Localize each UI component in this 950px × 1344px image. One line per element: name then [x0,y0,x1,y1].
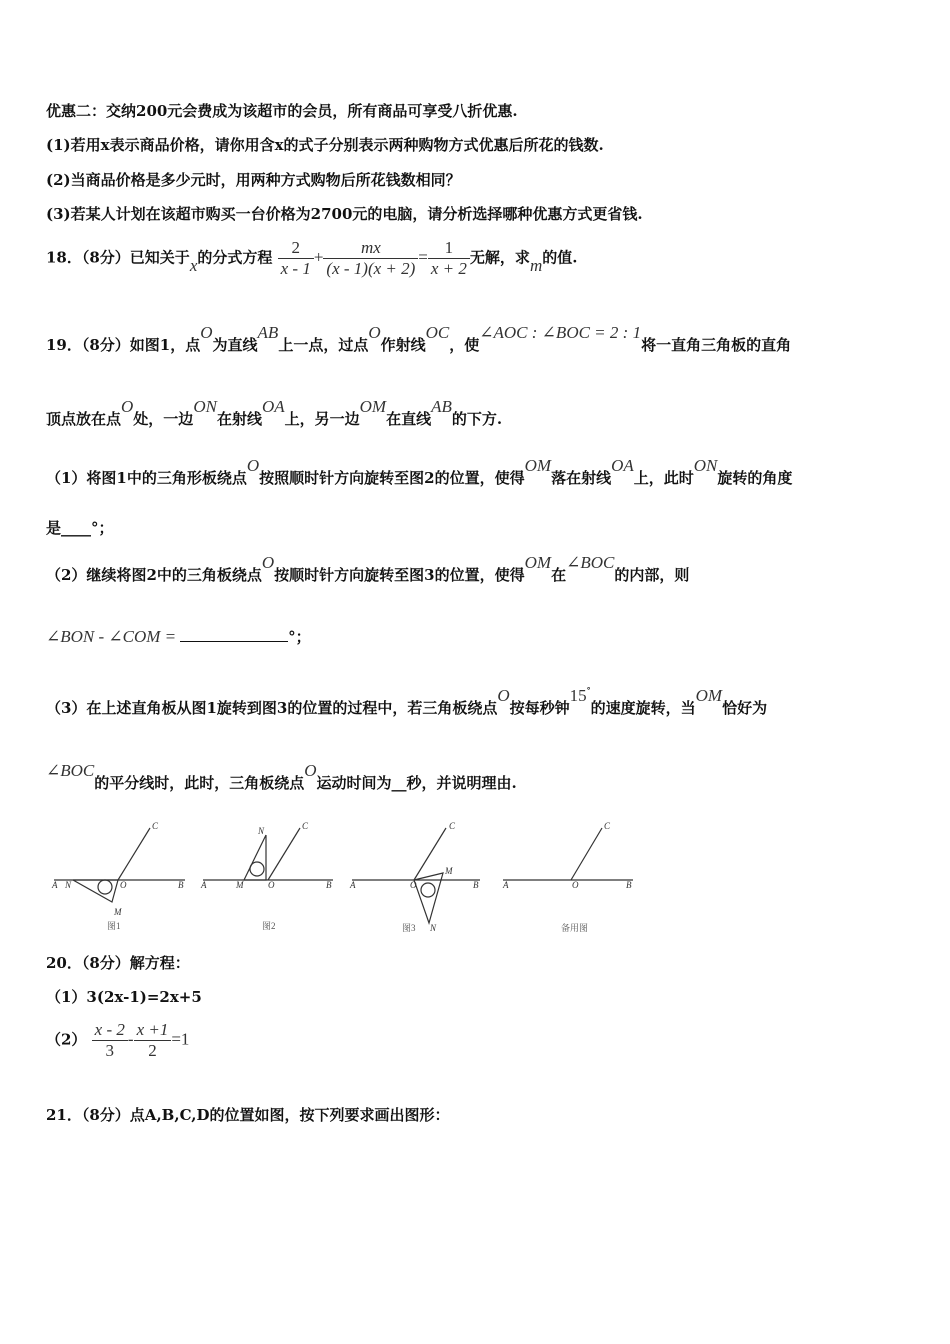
fraction-1 [278,238,314,279]
fig4-label-B: B [626,880,632,890]
fig2-label-C: C [302,821,309,831]
q19-p1-t2: 按照顺时针方向旋转至图2的位置，使得 [259,469,525,487]
q19-p2-t4: 的内部，则 [614,566,690,584]
speed-value: 15 [569,686,587,705]
question-19-part-2 [46,553,690,585]
q19-b-t5: 在直线 [386,410,432,428]
fraction-3 [428,238,470,279]
fig4-label-C: C [604,821,611,831]
fig3-label-A: A [350,880,356,890]
fig1-label-M: M [114,907,122,917]
var-O: O [304,761,317,780]
f1-den: x - 1 [280,259,311,278]
q19-p2-t2: 按顺时针方向旋转至图3的位置，使得 [274,566,525,584]
fig2-label-B: B [326,880,332,890]
var-OM: OM [524,456,552,475]
fig3-label-M: M [445,866,453,876]
fig1-label-O: O [120,880,127,890]
angle-BOC: ∠BOC [566,553,615,572]
f3-num: 1 [428,238,470,259]
angle-expression: ∠BON - ∠COM = [46,627,177,646]
figures-row [0,815,950,940]
var-O: O [246,456,260,475]
q19-a-t4: ，使 [449,336,480,354]
var-OA: OA [611,456,634,475]
question-18 [46,238,577,279]
fig4-label-A: A [503,880,509,890]
q19-p1-t1: （1）将图1中的三角形板绕点 [46,469,247,487]
question-19-line-b [46,397,503,429]
q20-rhs: =1 [171,1029,190,1049]
fig2-label-O: O [268,880,275,890]
fig2-label-N: N [258,826,265,836]
fig3-label-B: B [473,880,479,890]
var-OM: OM [524,553,552,572]
q19-b-t3: 在射线 [216,410,262,428]
q20-f2-den: 2 [148,1041,157,1060]
fig3-label-N: N [430,923,437,933]
text-line-2: (1)若用x表示商品价格，请你用含x的式子分别表示两种购物方式优惠后所花的钱数. [46,136,604,154]
q19-b-t4: 上，另一边 [284,410,360,428]
q18-label: 18．（8分）已知关于 [46,248,190,267]
q20-f1-den: 3 [105,1041,115,1060]
var-AB: AB [257,323,279,342]
q19-a-t2: 上一点，过点 [278,336,369,354]
q19-p3-t1: （3）在上述直角板从图1旋转到图3的位置的过程中，若三角板绕点 [46,699,498,717]
fig1-label-B: B [178,880,184,890]
q19-p3-t3: 的速度旋转，当 [590,699,696,717]
fig3-caption: 图3 [402,923,416,933]
q19-p1-t4: 上，此时 [633,469,694,487]
q19-p1-t5: 旋转的角度 [717,469,793,487]
fig2-label-M: M [236,880,244,890]
var-O: O [368,323,381,342]
fig4-label-O: O [572,880,579,890]
question-19-part-1 [46,456,793,488]
question-20: 20．（8分）解方程： [46,954,190,972]
var-x: x [189,255,198,275]
q19-p3-t5: 的平分线时，此时，三角板绕点 [94,774,305,792]
fig4-caption: 备用图 [561,923,589,933]
q19-p2-end: °； [288,628,311,646]
q20-f2-num: x +1 [134,1020,172,1041]
var-OM: OM [695,686,723,705]
var-O: O [200,323,213,342]
text-line-1: 优惠二：交纳200元会费成为该超市的会员，所有商品可享受八折优惠. [46,102,518,120]
question-19-part-1-end: 是____°； [46,519,114,537]
q20-f1-num: x - 2 [92,1020,128,1041]
f1-num: 2 [278,238,314,259]
text-line-3: (2)当商品价格是多少元时，用两种方式购物后所花钱数相同？ [46,171,461,189]
var-O: O [121,397,134,416]
question-20-part-1: （1）3(2x-1)=2x+5 [46,988,202,1006]
question-19-line-a [46,323,792,355]
q19-a-t5: 将一直角三角板的直角 [641,336,792,354]
q20-fraction-2 [134,1020,172,1061]
q19-a-t3: 作射线 [380,336,426,354]
q20-p2-label: （2） [46,1030,87,1049]
var-OC: OC [425,323,450,342]
plus-sign: + [313,247,324,267]
question-19-part-3-b [46,761,517,793]
q19-p3-t6: 运动时间为__秒，并说明理由. [316,774,517,792]
fig2-label-A: A [201,880,207,890]
fig1-label-C: C [152,821,159,831]
fig1-caption: 图1 [107,921,121,931]
var-O: O [497,686,510,705]
q18-text-3: 的值. [542,248,578,267]
text-line-4: (3)若某人计划在该超市购买一台价格为2700元的电脑，请分析选择哪种优惠方式更省钱. [46,205,643,223]
question-19-part-3 [46,685,768,718]
f2-den: (x - 1)(x + 2) [326,259,416,278]
f2-num: mx [323,238,418,259]
q19-a-t1: 为直线 [212,336,258,354]
q19-label: 19．（8分）如图1，点 [46,336,201,354]
q19-b-t6: 的下方. [451,410,503,428]
q19-b-t1: 顶点放在点 [46,410,122,428]
fig3-label-O: O [410,880,417,890]
degree-mark: ° [586,685,591,695]
fraction-2 [323,238,418,279]
var-ON: ON [693,456,718,475]
q18-text-1: 的分式方程 [197,248,273,267]
angle-BOC: ∠BOC [46,761,95,780]
fig1-label-A: A [52,880,58,890]
question-19-part-2-expr [46,626,311,647]
var-AB: AB [431,397,452,416]
angle-ratio: ∠AOC : ∠BOC = 2 : 1 [479,323,642,342]
var-O: O [261,553,275,572]
q19-p2-t3: 在 [551,566,567,584]
answer-blank[interactable] [180,641,288,642]
question-20-part-2 [46,1020,189,1061]
q19-p1-t3: 落在射线 [551,469,612,487]
fig2-caption: 图2 [262,921,276,931]
q20-fraction-1 [92,1020,128,1061]
q19-p2-t1: （2）继续将图2中的三角板绕点 [46,566,262,584]
q19-p3-t2: 按每秒钟 [509,699,570,717]
var-ON: ON [193,397,217,416]
question-21: 21．（8分）点A,B,C,D的位置如图，按下列要求画出图形： [46,1106,450,1124]
q19-b-t2: 处，一边 [133,410,194,428]
fig1-label-N: N [65,880,72,890]
fig3-label-C: C [449,821,456,831]
var-OA: OA [261,397,285,416]
q18-text-2: 无解，求 [469,248,530,267]
equals-sign: = [418,247,428,267]
var-m: m [529,255,543,275]
var-OM: OM [359,397,387,416]
q19-p3-t4: 恰好为 [722,699,768,717]
minus-sign: - [127,1029,134,1049]
f3-den: x + 2 [430,259,467,278]
